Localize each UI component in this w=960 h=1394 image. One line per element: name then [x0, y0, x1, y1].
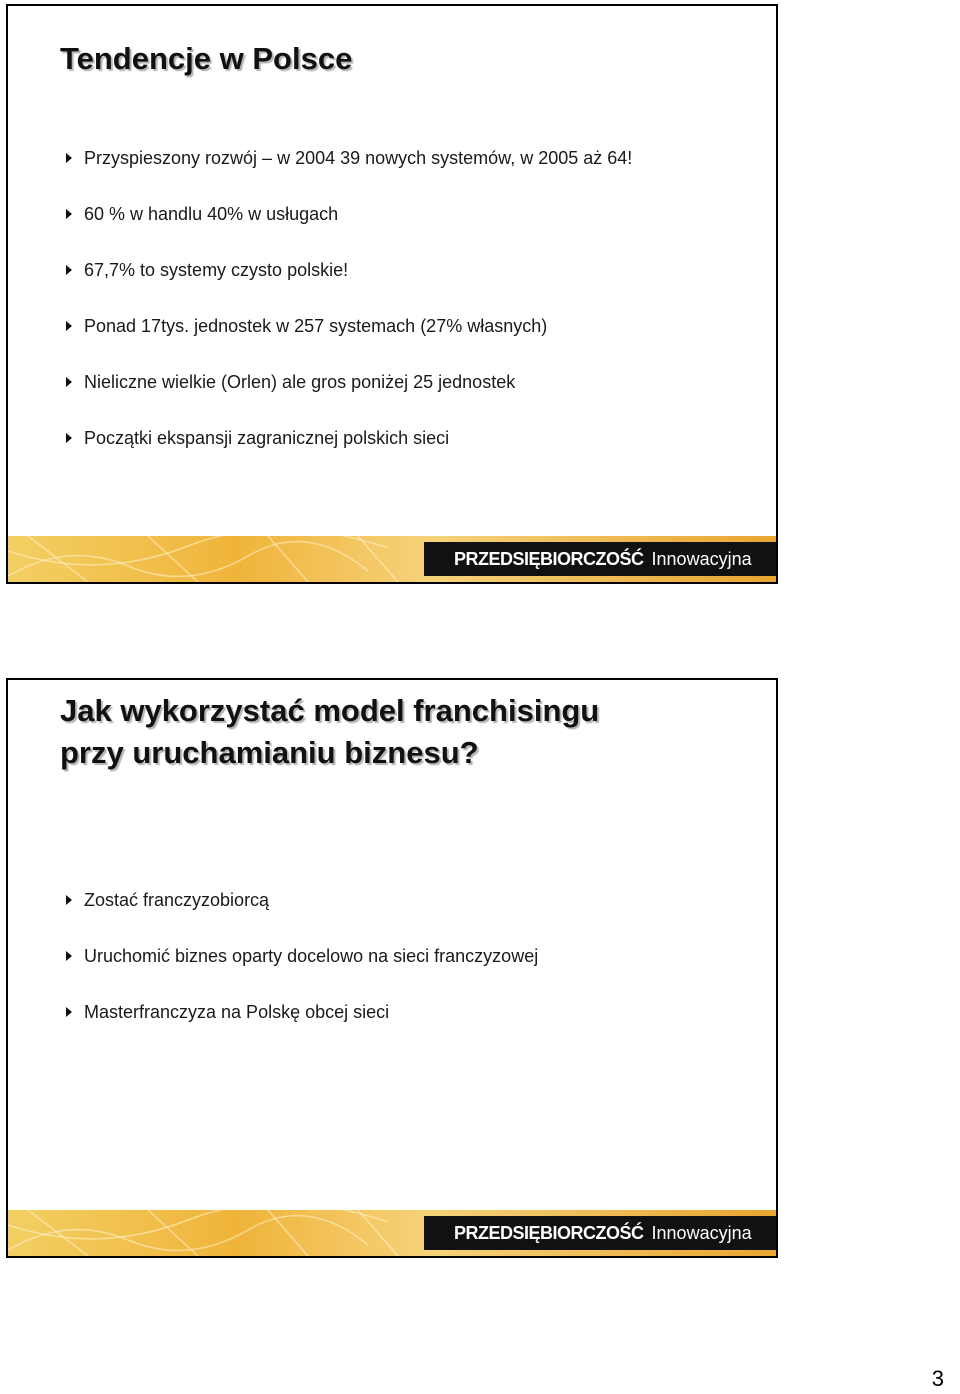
triangle-right-icon — [66, 321, 72, 331]
slide-title — [60, 38, 352, 80]
bullet-item — [64, 998, 538, 1054]
page-number: 3 — [931, 1366, 944, 1391]
slide-footer-banner — [8, 1210, 776, 1256]
brand-logo-light: Innowacyjna — [651, 549, 752, 569]
slide-title-line: Jak wykorzystać model franchisingu — [60, 693, 600, 728]
bullet-item — [64, 886, 538, 942]
bullet-text: Zostać franczyzobiorcą — [84, 890, 270, 910]
slide-1 — [6, 4, 778, 584]
bullet-list — [64, 144, 632, 480]
slide-title — [60, 690, 599, 774]
bullet-text: Przyspieszony rozwój – w 2004 39 nowych systemów, w 2005 aż 64! — [84, 148, 633, 168]
decorative-pattern — [8, 536, 428, 582]
slide-title-line: przy uruchamianiu biznesu? — [60, 735, 479, 770]
brand-logo-bold: PRZEDSIĘBIORCZOŚĆ — [454, 549, 644, 569]
triangle-right-icon — [66, 265, 72, 275]
triangle-right-icon — [66, 1007, 72, 1017]
bullet-text: Ponad 17tys. jednostek w 257 systemach (27% własnych) — [84, 316, 548, 336]
bullet-text: Masterfranczyza na Polskę obcej sieci — [84, 1002, 390, 1022]
bullet-text: Nieliczne wielkie (Orlen) ale gros poniżej 25 jednostek — [84, 372, 516, 392]
triangle-right-icon — [66, 209, 72, 219]
bullet-text: Początki ekspansji zagranicznej polskich sieci — [84, 428, 450, 448]
bullet-item — [64, 368, 632, 424]
bullet-text: 60 % w handlu 40% w usługach — [84, 204, 339, 224]
triangle-right-icon — [66, 951, 72, 961]
slide-title-line: Tendencje w Polsce — [60, 41, 353, 76]
triangle-right-icon — [66, 153, 72, 163]
bullet-list — [64, 886, 538, 1054]
triangle-right-icon — [66, 895, 72, 905]
bullet-item — [64, 424, 632, 480]
decorative-pattern — [8, 1210, 428, 1256]
brand-logo — [424, 542, 776, 576]
bullet-item — [64, 312, 632, 368]
triangle-right-icon — [66, 433, 72, 443]
brand-logo-light: Innowacyjna — [651, 1223, 752, 1243]
brand-logo-bold: PRZEDSIĘBIORCZOŚĆ — [454, 1223, 644, 1243]
bullet-item — [64, 144, 632, 200]
bullet-item — [64, 942, 538, 998]
bullet-text: Uruchomić biznes oparty docelowo na sieci franczyzowej — [84, 946, 539, 966]
triangle-right-icon — [66, 377, 72, 387]
brand-logo — [424, 1216, 776, 1250]
bullet-item — [64, 256, 632, 312]
slide-footer-banner — [8, 536, 776, 582]
slide-2 — [6, 678, 778, 1258]
bullet-item — [64, 200, 632, 256]
bullet-text: 67,7% to systemy czysto polskie! — [84, 260, 349, 280]
